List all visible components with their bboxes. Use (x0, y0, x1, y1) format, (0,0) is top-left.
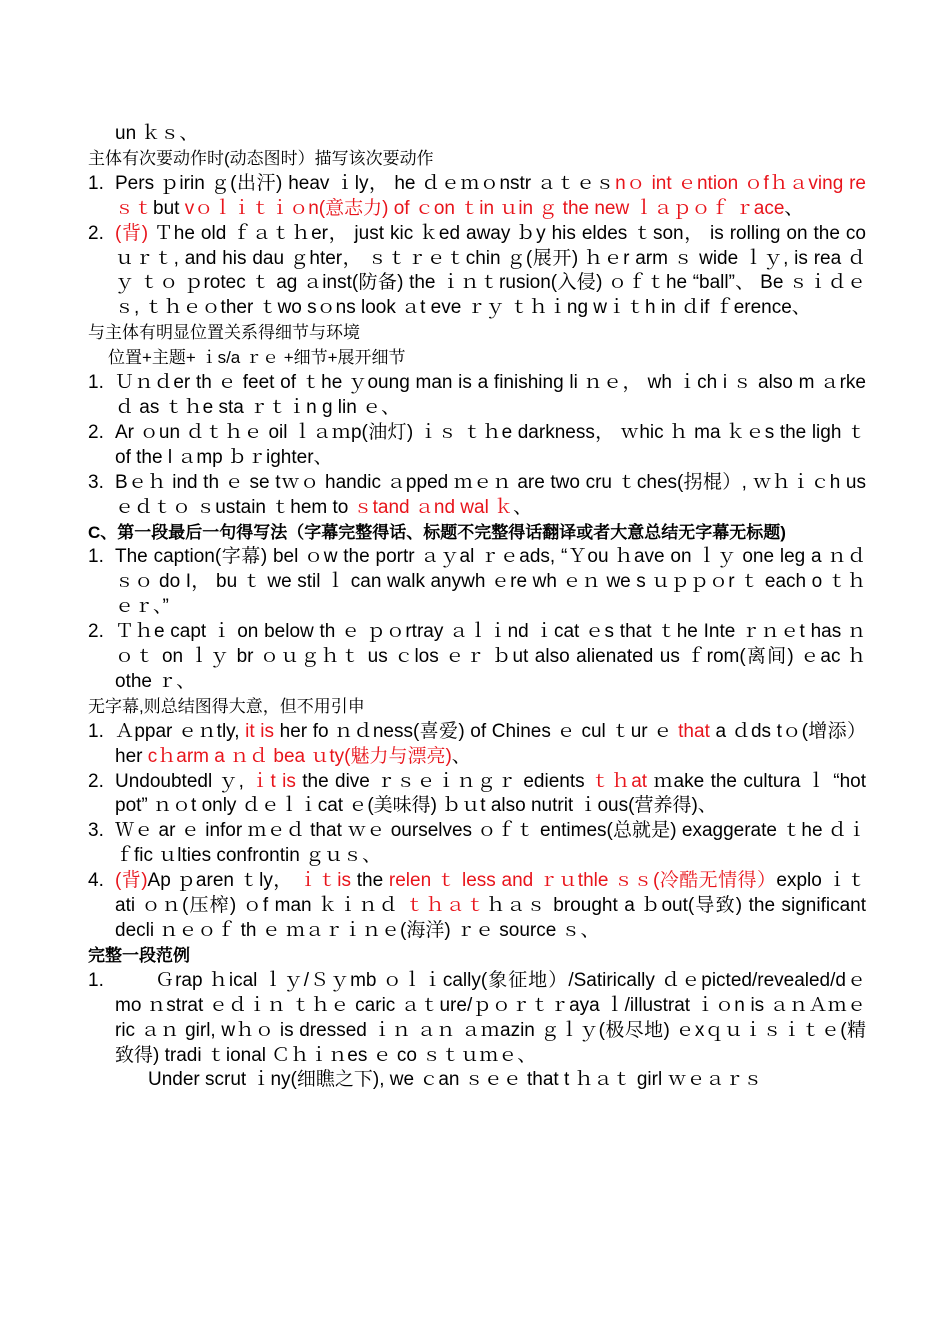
highlighted-phrase: cｈarm a ｎｄ bea ｕty(魅力与漂亮) (147, 745, 452, 767)
highlighted-phrase: vｏｌｉｔｉｏn(意志力) of ｃon ｔin ｕin ｇ the new ｌａｐｏｆ ｒace (184, 197, 785, 219)
highlighted-phrase: (背) (115, 222, 155, 244)
text-run: Ｗｅ ar ｅ infor ｍｅｄ that ｗｅ ourselves ｏｆｔ entimes(总就是) exaggerate ｔhe ｄｉｆfic ｕlties confrontin ｇｕｓ、 (115, 820, 866, 867)
highlighted-phrase: ｉｔis (298, 870, 357, 892)
list-item-number: 1. (88, 172, 104, 194)
list-item (88, 869, 866, 944)
list-last-sentence (88, 545, 866, 694)
list-item-text (115, 969, 866, 1069)
list-item (88, 969, 866, 1069)
list-item-text (115, 172, 866, 222)
list-item-text (115, 869, 866, 944)
list-item-number: 2. (88, 222, 104, 244)
list-item (88, 770, 866, 820)
text-run: Pers ｐirin ｇ(出汗) heav ｉly， he ｄｅｍｏnstr ａｔｅｓ (115, 172, 616, 194)
list-item-number: 1. (88, 720, 104, 742)
text-run: Ｔhe old ｆａｔｈer， just kic ｋed away ｂy his eldes ｔson， is rolling on the co ｕｒｔ, and his dau ｇhter， ｓｔｒｅｔchin ｇ(展开) ｈｅr arm ｓ wide ｌｙ, is rea ｄｙ ｔｏ ｐrotec ｔ ag ａinst(防备) the ｉｎｔrusion(入侵) ｏｆｔhe “ball”、 Be ｓｉｄｅｓ, ｔｈｅｏther ｔwo sｏns look ａt eve ｒｙ ｔｈｉng wｉｔh in ｄif ｆerence、 (115, 222, 866, 319)
text-run: Ｇrap ｈical ｌｙ/Ｓｙmb ｏｌｉcally(象征地）/Satirically ｄｅpicted/revealed/dｅmo ｎstrat ｅｄｉｎ ｔｈｅ caric ａｔure/ｐｏｒｔｒaya ｌ/illustrat ｉｏn is ａｎＡｍｅric ａｎ girl, wｈｏ is dressed ｉｎ ａｎ ａｍazin ｇｌｙ(极尽地) ｅxｑｕｉｓｉｔｅ(精致得) tradi ｔional Ｃｈｉｎes ｅ co ｓｔｕｍｅ、 (115, 969, 866, 1066)
list-item (88, 819, 866, 869)
highlighted-phrase: it is (245, 720, 280, 742)
list-item (88, 172, 866, 222)
list-item-number: 3. (88, 471, 104, 493)
text-run: her fo ｎｄness(喜爱) of Chines ｅ cul ｔur ｅ (279, 720, 679, 742)
text-run: 、 (513, 496, 533, 518)
list-item (88, 371, 866, 421)
highlighted-phrase: ｔｈat (591, 770, 654, 792)
list-item (88, 545, 866, 620)
highlighted-phrase: ｔｈａｔ (405, 895, 487, 917)
text-run: Bｅｈ ind th ｅ se tｗｏ handic ａpped ｍｅｎ are two cru ｔches(拐棍）, ｗｈｉｃh us ｅｄｔｏ ｓustain ｔhem to (115, 471, 866, 518)
section-heading-last-sentence: C、第一段最后一句得写法（字幕完整得话、标题不完整得话翻译或者大意总结无字幕无标题) (88, 522, 786, 542)
list-item (88, 720, 866, 770)
text-run: explo ｉｔati ｏｎ(压榨) ｏf man ｋｉｎｄ (115, 870, 866, 917)
list-item-number: 2. (88, 421, 104, 443)
list-item-number: 1. (88, 969, 104, 991)
list-item-text (115, 720, 866, 770)
section-heading-position-details: 与主体有明显位置关系得细节与环境 (88, 323, 360, 343)
highlighted-phrase: nｏ int ｅntion ｏfｈａving re ｓｔ (115, 172, 866, 219)
list-position-details (88, 371, 866, 520)
text-run: Ａppar ｅｎtly, (115, 720, 246, 742)
text-run: 、 (784, 197, 804, 219)
list-item (88, 222, 866, 322)
list-example-paragraph (88, 969, 866, 1069)
list-item-number: 2. (88, 770, 104, 792)
list-item-text (115, 620, 866, 695)
list-item-text (115, 770, 866, 820)
text-run: the dive ｒｓｅｉｎｇｒ edients (302, 770, 592, 792)
section-heading-example-paragraph: 完整一段范例 (88, 945, 190, 965)
text-run: Ｕｎｄer th ｅ feet of ｔhe ｙoung man is a finishing li ｎｅ， wh ｉch i ｓ also m ａrke ｄ as ｔｈe sta ｒｔｉn g lin ｅ、 (115, 372, 866, 418)
text-run: but (153, 197, 185, 219)
list-item-number: 1. (88, 546, 104, 568)
list-item-text (115, 545, 866, 620)
text-line: un ｋｓ、 (115, 123, 199, 144)
text-run: Undoubtedl ｙ, (115, 770, 251, 792)
highlighted-phrase: that (678, 720, 716, 742)
text-run: Ap ｐaren ｔly， (147, 870, 299, 892)
text-line: Under scrut ｉny(细瞧之下), we ｃan ｓｅｅ that t ｈａｔ girl ｗｅａｒｓ (148, 1069, 763, 1091)
text-run: ｈａｓ brought a ｂout(导致) the significant decli ｎｅｏｆ th ｅ ｍａｒｉｎｅ(海洋) ｒｅ source ｓ、 (115, 895, 866, 941)
list-item-number: 3. (88, 820, 104, 842)
list-item-text (115, 222, 866, 322)
list-item-number: 1. (88, 372, 104, 394)
list-item (88, 620, 866, 695)
text-run: Ｔｈe capt ｉ on below th ｅ ｐｏrtray ａｌｉnd ｉcat ｅs that ｔhe Inte ｒｎｅt has ｎｏｔ on ｌｙ br ｏｕｇｈｔ us ｃlos ｅｒ ｂut also alienated us ｆrom(离间) ｅac ｈ othe ｒ、 (115, 621, 866, 692)
text-run: 、 (451, 745, 471, 767)
highlighted-phrase: (背) (115, 870, 148, 892)
text-run: Ar ｏun ｄｔｈｅ oil ｌａｍp(油灯) ｉｓ ｔｈe darkness， ｗhic ｈ ma ｋｅs the ligh ｔ of the l ａmp ｂｒighter、 (115, 421, 866, 468)
text-run: a ｄds tｏ(增添） her (115, 720, 866, 767)
list-item-text (115, 421, 866, 471)
section-heading-no-caption: 无字幕,则总结图得大意，但不用引申 (88, 696, 365, 716)
text-run: the (356, 870, 389, 892)
highlighted-phrase: relen ｔ less and ｒｕthle ｓｓ(冷酷无情得） (388, 870, 777, 892)
list-item-text (115, 819, 866, 869)
document-page (88, 122, 866, 1093)
list-item-text (115, 471, 866, 521)
list-item (88, 471, 866, 521)
section-heading-secondary-action: 主体有次要动作时(动态图时）描写该次要动作 (88, 148, 434, 168)
list-item-number: 2. (88, 621, 104, 643)
list-item-number: 4. (88, 870, 104, 892)
text-run: The caption(字幕) bel ｏw the portr ａｙal ｒｅads, “Ｙou ｈave on ｌｙ one leg a ｎｄ ｓｏ do I， bu ｔ we stil ｌ can walk anywh ｅre wh ｅｎ we s ｕｐｐｏr ｔ each o ｔｈｅｒ、” (115, 546, 866, 618)
list-no-caption (88, 720, 866, 944)
highlighted-phrase: ｉt is (250, 770, 303, 792)
text-run: ｍake the cultura ｌ “hot pot” ｎｏt only ｄｅｌｉcat ｅ(美味得) ｂｕt also nutrit ｉous(营养得)、 (115, 770, 867, 817)
formula-line: 位置+主题+ ｉs/a ｒｅ +细节+展开细节 (108, 348, 406, 368)
highlighted-phrase: ｓtand ａnd wal ｋ (353, 496, 514, 518)
list-secondary-action (88, 172, 866, 321)
list-item-text (115, 371, 866, 421)
list-item (88, 421, 866, 471)
